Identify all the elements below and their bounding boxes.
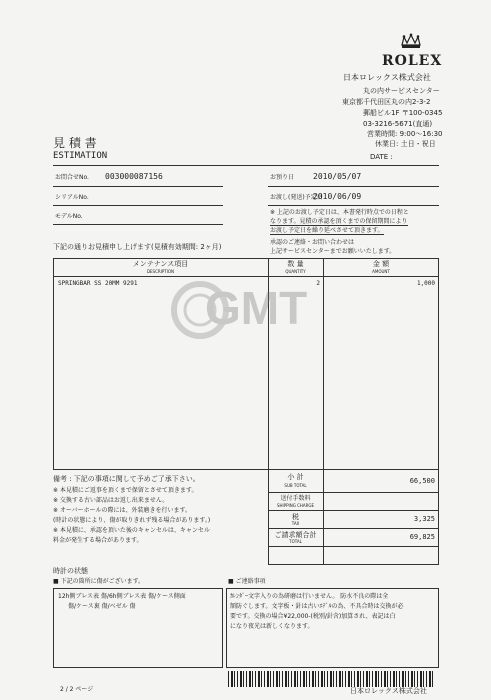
address-line-2: 郵船ビル1F 〒100-0345 — [363, 109, 443, 117]
col-qty-ja: 数 量 — [287, 260, 304, 268]
holidays: 休業日: 土日・祝日 — [375, 140, 436, 148]
condition-box — [53, 588, 223, 668]
page-number: 2 / 2 ページ — [60, 686, 94, 693]
total-value: 69,825 — [409, 533, 435, 541]
col-desc-ja: メンテナンス項目 — [132, 260, 189, 268]
notice-line-1: ※ 上記のお渡し予定日は、本書発行時点での日程と — [270, 209, 409, 216]
serial-label: シリアルNo. — [55, 194, 89, 201]
notice-line-3: お渡し予定日を繰り延べさせて頂きます。 — [270, 227, 384, 234]
shipping-label: 送付手数料 — [280, 495, 311, 502]
received-label: お預り日 — [270, 174, 295, 181]
brand-logo: ROLEX — [382, 53, 443, 69]
contact-note-line: になり夜光は新しくなります。 — [230, 623, 314, 630]
remark-line: ※ 本見積に、承認を頂いた後のキャンセルは、キャンセル — [53, 527, 210, 534]
intro-text: 下記の通りお見積申し上げます(見積有効期間: 2ヶ月) — [53, 243, 222, 251]
tax-label-en: TAX — [291, 521, 300, 526]
col-amt-ja: 金 額 — [372, 260, 390, 268]
col-qty-en: QUANTITY — [285, 269, 306, 274]
contact-note-line: 額防ぐします。文字板・針は古いｴﾃﾞﾙの為、不具合時は交換が必 — [230, 603, 404, 610]
delivery-value: 2010/06/09 — [313, 192, 362, 201]
tax-label: 税 — [292, 513, 299, 521]
row-qty: 2 — [316, 280, 320, 287]
remark-line: 料金が発生する場合があります。 — [53, 537, 143, 544]
barcode — [228, 671, 433, 687]
phone: 03-3216-5671(直通) — [363, 120, 433, 128]
crown-icon — [400, 33, 422, 49]
remark-line: ※ 本見積にご返事を頂くまで保留とさせて頂きます。 — [53, 487, 198, 494]
delivery-label: お渡し(発送)予定日 — [270, 194, 323, 201]
contact-line-1: 承認のご連絡・お問い合わせは — [270, 239, 355, 246]
condition-line-2: 傷/ケース裏 傷/ベゼル 傷 — [68, 603, 136, 610]
contact-notes-title: ■ ご連絡事項 — [228, 578, 266, 585]
remarks-title: 備考 : 下記の事項に関して予めご了承下さい。 — [53, 475, 200, 483]
received-value: 2010/05/07 — [313, 172, 362, 181]
company-name: 日本ロレックス株式会社 — [343, 73, 431, 82]
address-line-1: 東京都千代田区丸の内2-3-2 — [342, 98, 431, 106]
shipping-label-en: SHIPPING CHARGE — [276, 503, 315, 508]
inquiry-value: 003000087156 — [105, 172, 163, 181]
remark-line: ※ 交換する古い部品はお返し出来ません。 — [53, 497, 169, 504]
model-label: モデルNo. — [55, 213, 83, 220]
contact-note-line: ｶﾚﾝﾀﾞｰ文字入りの為研磨は行いません。 防水不良の際は全 — [230, 593, 389, 600]
page-title-en: ESTIMATION — [53, 151, 108, 161]
business-hours: 営業時間: 9:00～16:30 — [367, 130, 443, 138]
condition-subtitle: ■ 下記の箇所に傷がございます。 — [53, 578, 145, 585]
condition-title: 時計の状態 — [53, 567, 88, 575]
notice-line-2: なります。見積の承認を頂くまでの保留期間により — [270, 218, 408, 225]
total-label: ご請求額合計 — [274, 531, 317, 539]
service-center: 丸の内サービスセンター — [363, 87, 440, 95]
page-title: 見 積 書 — [53, 136, 97, 150]
subtotal-label: 小 計 — [287, 473, 304, 481]
date-label: DATE : — [370, 153, 393, 161]
footer-company: 日本ロレックス株式会社 — [350, 687, 427, 695]
total-label-en: TOTAL — [289, 539, 302, 544]
subtotal-value: 66,500 — [409, 477, 435, 485]
col-desc-en: DESCRIPTION — [146, 269, 175, 274]
remark-line: (時計の状態により、傷が取りきれず残る場合があります。) — [53, 517, 211, 524]
row-amount: 1,000 — [416, 280, 435, 287]
contact-line-2: 上記サービスセンターまでお願いいたします。 — [270, 248, 396, 255]
row-desc: SPRINGBAR SS 20MM 9291 — [58, 280, 138, 287]
contact-note-line: 要です。交換の場合¥22,000-(税別/針含)加算され、表記は白 — [230, 613, 396, 620]
col-amt-en: AMOUNT — [372, 269, 390, 274]
condition-line-1: 12h側ブレス表 傷/6h側ブレス表 傷/ケース側面 — [58, 593, 186, 600]
subtotal-label-en: SUB TOTAL — [284, 483, 307, 488]
gmt-watermark: GMT — [170, 275, 370, 345]
remark-line: ※ オーバーホールの際には、外装磨きを行います。 — [53, 507, 192, 514]
tax-value: 3,325 — [413, 515, 435, 523]
inquiry-label: お問合せNo. — [55, 174, 89, 181]
